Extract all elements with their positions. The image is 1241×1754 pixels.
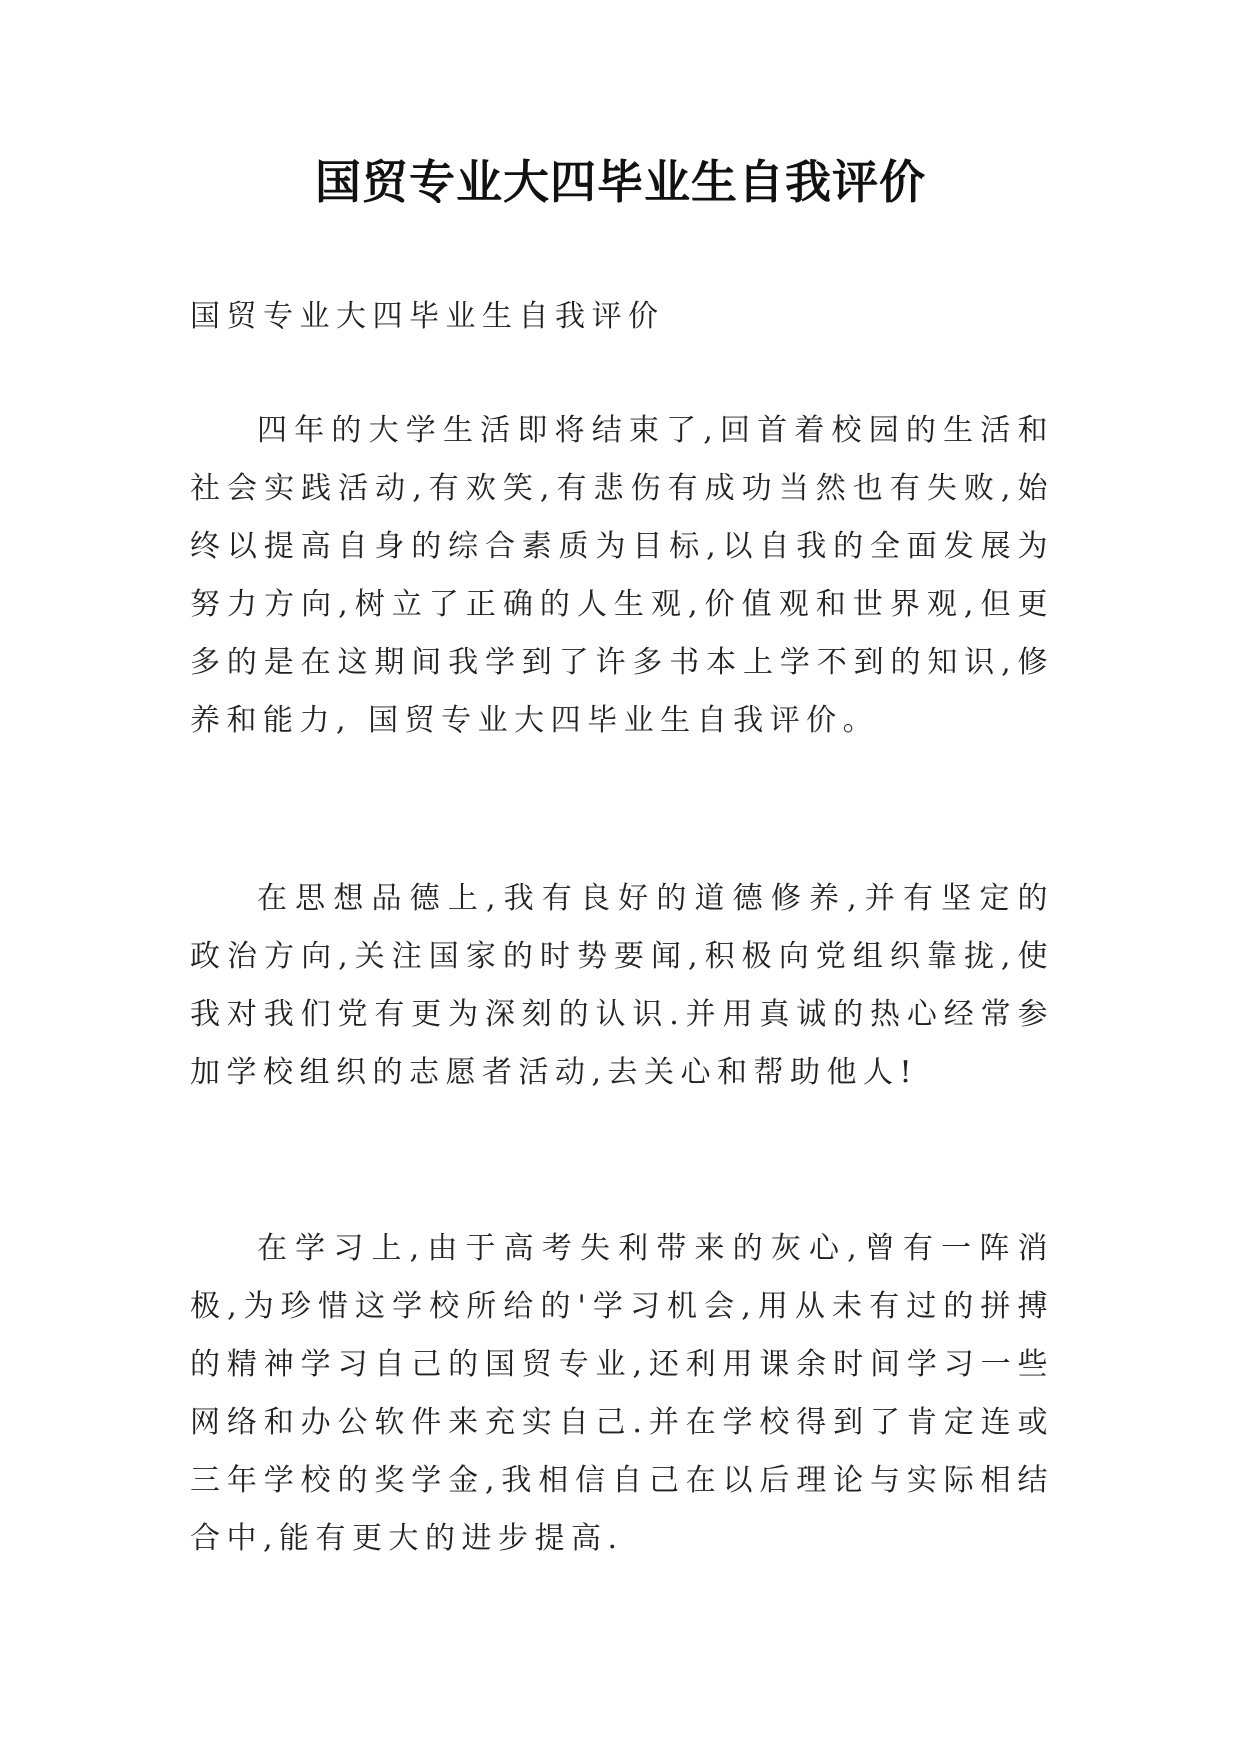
paragraph-moral-character: 在思想品德上,我有良好的道德修养,并有坚定的政治方向,关注国家的时势要闻,积极向党组织靠拢,使我对我们党有更为深刻的认识.并用真诚的热心经常参加学校组织的志愿者活动,去关心和帮助他人!	[190, 881, 1054, 1090]
document-title: 国贸专业大四毕业生自我评价	[315, 155, 926, 209]
document-subtitle: 国贸专业大四毕业生自我评价	[190, 299, 665, 334]
paragraph-study: 在学习上,由于高考失利带来的灰心,曾有一阵消极,为珍惜这学校所给的'学习机会,用从未有过的拼搏的精神学习自己的国贸专业,还利用课余时间学习一些网络和办公软件来充实自己.并在学校得到了肯定连或三年学校的奖学金,我相信自己在以后理论与实际相结合中,能有更大的进步提高.	[190, 1231, 1054, 1556]
paragraph-intro: 四年的大学生活即将结束了,回首着校园的生活和社会实践活动,有欢笑,有悲伤有成功当然也有失败,始终以提高自身的综合素质为目标,以自我的全面发展为努力方向,树立了正确的人生观,价值观和世界观,但更多的是在这期间我学到了许多书本上学不到的知识,修养和能力, 国贸专业大四毕业生自我评价。	[190, 413, 1054, 738]
